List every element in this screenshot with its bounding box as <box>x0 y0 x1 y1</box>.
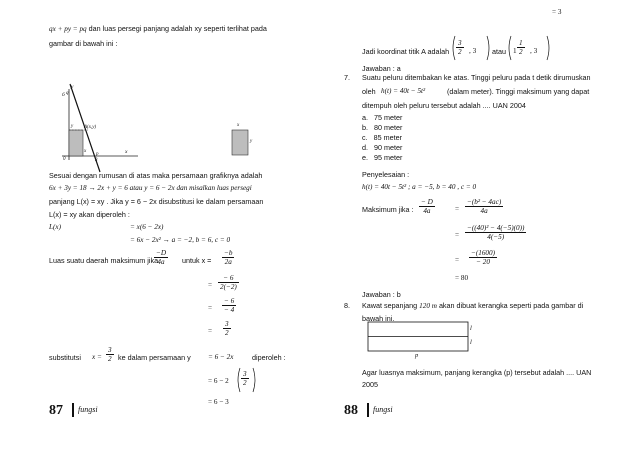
fig-x-end-label: 3 <box>95 158 98 163</box>
page-87: qx + py = pq dan luas persegi panjang adalah xy seperti terlihat pada gambar di bawah ini : y 6 q A(x,y) y x p 0 3 x x y Sesuai dengan rumusan di atas maka persamaan grafiknya adalah 6x + 3y = 18 → 2x + y = 6 atau y = 6 − 2x dan misalkan luas persegi panjang L(x) = xy . Jika y = 6 − 2x disubstitusi ke dalam persamaan L(x) = xy akan diperoleh : L(x) = x(6 − 2x) = 6x − 2x² → a = −2, b = 6, c = 0 Luas suatu daerah maksimum jika $\frac{-D}{4a}$ untuk x = $\frac{-b}{2a}$ = $\frac{- 6}{2(-2)}$ = $\frac{- 6}{- 4}$ = $\frac{3}{2}$ substitutsi x = $\frac{3}{2}$ ke dalam persamaan y = 6 − 2x diperoleh : = 6 − 2 $\frac{3}{2}$ = 6 − 3 87 fungsi <box>0 0 319 452</box>
fig-x-small-label: x <box>84 149 87 154</box>
derivation-lhs: L(x) <box>49 223 61 231</box>
q7-equation: h(t) = 40t − 5t² <box>381 87 426 95</box>
q8-ask-line-2: 2005 <box>362 380 378 389</box>
jawaban-b: Jawaban : b <box>362 290 401 299</box>
maks-step-1: $\frac{\text{−(b² − 4ac)}}{4a}$ <box>467 198 502 216</box>
fig-p-label: p <box>96 152 99 157</box>
footer-separator <box>72 403 74 417</box>
intro-equation: qx + py = pq <box>49 25 87 33</box>
jawaban-a: Jawaban : a <box>362 64 401 73</box>
para-line-3: panjang L(x) = xy . Jika y = 6 − 2x disubstitusi ke dalam persamaan <box>49 197 264 206</box>
fig-y-axis-label: y <box>71 84 74 90</box>
y-step-1-frac: $\frac{3}{2}$ <box>243 370 247 388</box>
x-step-1: $\frac{- 6}{2(-2)}$ <box>220 274 237 292</box>
koordinat-text: Jadi koordinat titik A adalah <box>362 47 450 56</box>
fig-q-label: q <box>66 91 69 96</box>
koordinat-frac-2: $\frac{1}{2}$ <box>519 39 523 57</box>
page-number-87: 87 <box>49 403 63 418</box>
subst-eq: = 6 − 2x <box>208 353 234 361</box>
q7-option-c[interactable]: c. 85 meter <box>362 133 402 142</box>
koordinat-c2: , 3 <box>530 47 538 55</box>
y-step-2: = 6 − 3 <box>208 398 229 406</box>
q7-option-e[interactable]: e. 95 meter <box>362 153 403 162</box>
subst-frac: $\frac{3}{2}$ <box>108 346 112 364</box>
para-line-2: 6x + 3y = 18 → 2x + y = 6 atau y = 6 − 2x dan misalkan luas persegi <box>49 184 252 192</box>
footer-word: fungsi <box>373 405 393 414</box>
footer-separator <box>367 403 369 417</box>
q8-line-2: bawah ini. <box>362 314 395 323</box>
fig-box-y-label: y <box>250 139 253 144</box>
page-88: = 3 Jadi koordinat titik A adalah $\frac{3}{2}$ , 3 atau 1 $\frac{1}{2}$ , 3 Jawaban : a 7. Suatu peluru ditembakan ke atas. Tinggi peluru pada t detik dirumuskan oleh h(t) = 40t − 5t² (dalam meter). Tinggi maksimum yang dapat ditempuh oleh peluru tersebut adalah .... UAN 2004 a. 75 meter b. 80 meter c. 85 meter d. 90 meter e. 95 meter Penyelesaian : h(t) = 40t − 5t² ; a = −5, b = 40 , c = 0 Maksimum jika : $\frac{- D}{4a}$ = $\frac{\text{−(b² − 4ac)}}{4a}$ = $\frac{\text{−((40)² − 4(−5)(0))}}{4(-5)}$ = $\frac{-(1600)}{- 20}$ = 80 Jawaban : b 8. Kawat sepanjang 120 m akan dibuat kerangka seperti pada gambar di bawah ini. l l p Agar luasnya maksimum, panjang kerangka (p) tersebut adalah .... UAN 2005 88 fungsi <box>319 0 638 452</box>
max-condition-mid: untuk x = <box>182 256 212 265</box>
y-step-1-pre: = 6 − 2 <box>208 377 229 385</box>
subst-x-eq: x = <box>92 353 102 361</box>
koordinat-whole: 1 <box>513 47 517 55</box>
koordinat-atau: atau <box>492 47 506 56</box>
frac-minus-d-over-4a: $\frac{-D}{4a}$ <box>156 249 167 267</box>
max-condition-text: Luas suatu daerah maksimum jika <box>49 256 159 265</box>
x-step-3: $\frac{3}{2}$ <box>225 320 229 338</box>
subst-pre: substitutsi <box>49 353 81 362</box>
q8-length: 120 m <box>419 302 437 310</box>
q7-line-1: Suatu peluru ditembakan ke atas. Tinggi peluru pada t detik dirumuskan <box>362 73 591 82</box>
q7-option-d[interactable]: d. 90 meter <box>362 143 403 152</box>
derivation-step-2: = 6x − 2x² → a = −2, b = 6, c = 0 <box>130 236 231 244</box>
maks-step-3: $\frac{-(1600)}{- 20}$ <box>471 249 496 267</box>
intro-text: dan luas persegi panjang adalah xy seperti terlihat pada <box>88 24 267 33</box>
frame-label-p: p <box>415 352 419 359</box>
penyelesaian-label: Penyelesaian : <box>362 170 410 179</box>
maksimum-label: Maksimum jika : <box>362 205 414 214</box>
frac-minus-b-over-2a: $\frac{-b}{2a}$ <box>224 249 233 267</box>
subst-mid: ke dalam persamaan y <box>118 353 191 362</box>
q8-number: 8. <box>344 301 350 310</box>
top-equation: = 3 <box>552 8 562 16</box>
page-number-88: 88 <box>344 403 358 418</box>
fig-point-a-label: A(x,y) <box>84 125 97 130</box>
para-line-4: L(x) = xy akan diperoleh : <box>49 210 130 219</box>
q7-option-b[interactable]: b. 80 meter <box>362 123 403 132</box>
q7-option-a[interactable]: a. 75 meter <box>362 113 403 122</box>
intro-line-2: gambar di bawah ini : <box>49 39 118 48</box>
footer-word: fungsi <box>78 405 98 414</box>
derivation-step-1: = x(6 − 2x) <box>130 223 164 231</box>
frame-label-l-2: l <box>470 339 472 346</box>
para-line-1: Sesuai dengan rumusan di atas maka persamaan grafiknya adalah <box>49 171 263 180</box>
fig-origin-label: 0 <box>63 157 66 162</box>
fig-y-small-label: y <box>71 124 74 129</box>
fig-box-x-label: x <box>237 123 240 128</box>
koordinat-frac-1: $\frac{3}{2}$ <box>458 39 462 57</box>
h-line: h(t) = 40t − 5t² ; a = −5, b = 40 , c = 0 <box>362 183 477 191</box>
x-step-2: $\frac{- 6}{- 4}$ <box>224 297 235 315</box>
q8-line-1: Kawat sepanjang 120 m akan dibuat kerangka seperti pada gambar di <box>362 301 584 310</box>
q7-line-2-pre: oleh <box>362 87 376 96</box>
maks-step-2: $\frac{\text{−((40)² − 4(−5)(0))}}{4(-5)}$ <box>467 224 525 242</box>
subst-post: diperoleh : <box>252 353 286 362</box>
q8-ask-line-1: Agar luasnya maksimum, panjang kerangka (p) tersebut adalah .... UAN <box>362 368 592 377</box>
q7-line-2-post: (dalam meter). Tinggi maksimum yang dapat <box>447 87 590 96</box>
fig-y-top-label: 6 <box>62 92 65 98</box>
fig-x-axis-label: x <box>125 149 128 155</box>
q7-number: 7. <box>344 73 350 82</box>
frame-label-l-1: l <box>470 325 472 332</box>
maks-step-4: = 80 <box>455 274 469 282</box>
maks-frac-label: $\frac{- D}{4a}$ <box>421 198 433 216</box>
q7-line-3: ditempuh oleh peluru tersebut adalah .... UAN 2004 <box>362 101 526 110</box>
koordinat-c1: , 3 <box>469 47 477 55</box>
